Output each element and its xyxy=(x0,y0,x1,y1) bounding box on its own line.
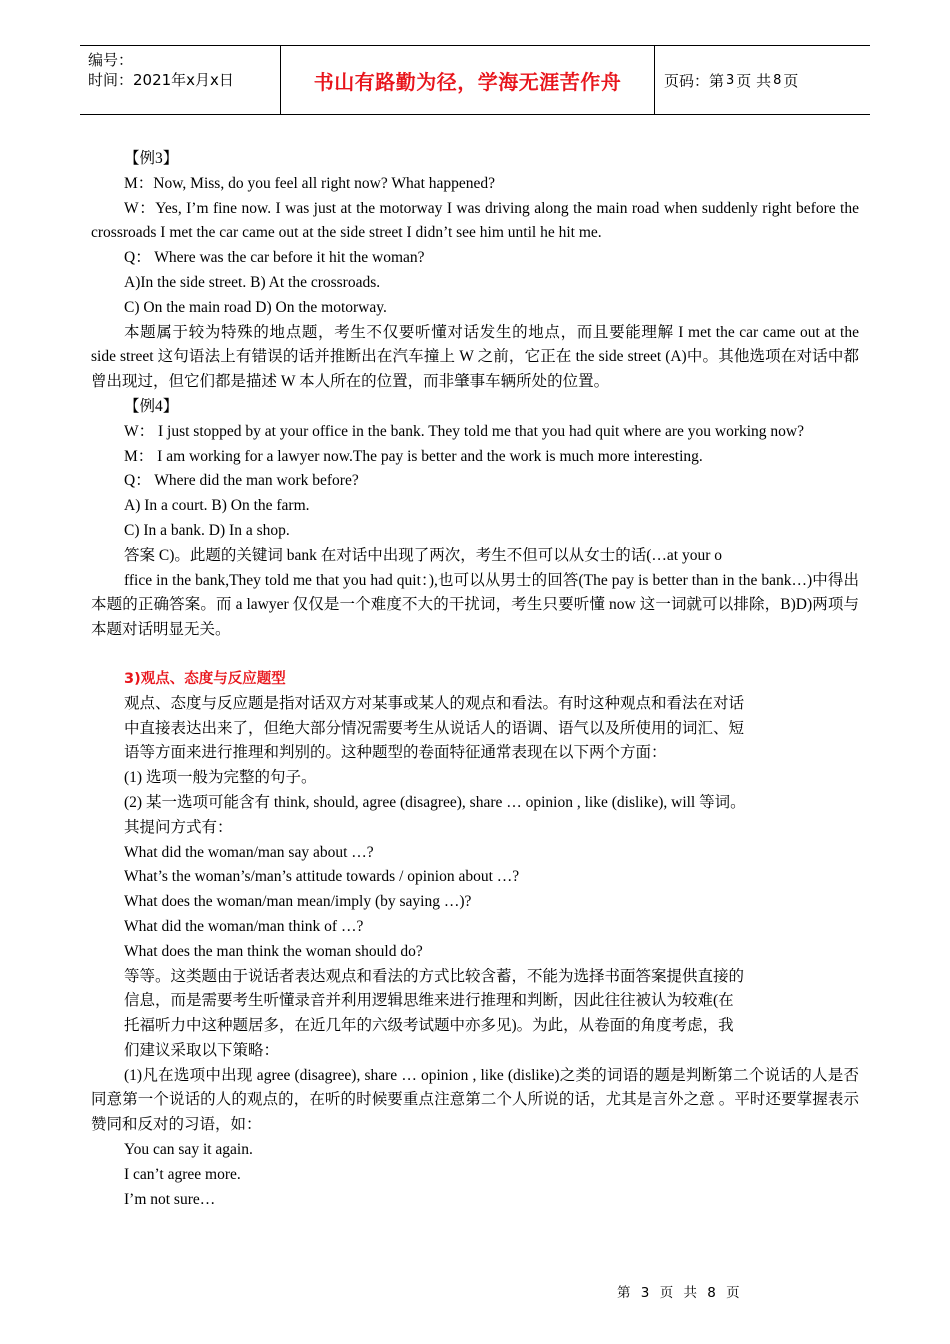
example-3-options-cd: C) On the main road D) On the motorway. xyxy=(124,298,387,316)
document-date: 时间：2021年x月x日 xyxy=(88,71,234,89)
section-3-line-7: 等等。这类题由于说话者表达观点和看法的方式比较含蓄，不能为选择书面答案提供直接的 xyxy=(124,967,745,985)
section-3-point-1: (1) 选项一般为完整的句子。 xyxy=(124,769,317,787)
idiom-1: You can say it again. xyxy=(124,1141,253,1159)
header-page-info xyxy=(655,46,870,114)
question-form-4: What did the woman/man think of …? xyxy=(124,917,364,935)
example-4-options-ab: A) In a court. B) On the farm. xyxy=(124,497,310,515)
page-header xyxy=(80,45,870,115)
section-3-line-3: 语等方面来进行推理和判别的。这种题型的卷面特征通常表现在以下两个方面： xyxy=(124,744,667,762)
header-motto: 书山有路勤为径，学海无涯苦作舟 xyxy=(281,46,655,114)
footer-word-gong: 共 xyxy=(683,1285,697,1301)
example-4-answer-line2: ffice in the bank,They told me that you had quit：),也可以从男士的回答(The pay is better than in the bank…)中得出本题的正确答案。而 a lawyer 仅仅是一个难度不大的干扰词，考生只要听懂 now 这一词就可以排除，B)D)两项与本题对话明显无关。 xyxy=(91,571,859,639)
page-prefix: 页码：第 xyxy=(664,71,725,90)
footer-word-ye: 页 xyxy=(659,1285,674,1301)
question-form-1: What did the woman/man say about …? xyxy=(124,843,374,861)
strategy-paragraph: (1)凡在选项中出现 agree (disagree), share … opinion , like (dislike)之类的词语的题是判断第二个说话的人是否同意第一个说话的人的观点的，在听的时候要重点注意第二个人所说的话，尤其是言外之意 。平时还要掌握表示赞同和反对的习语，如： xyxy=(91,1066,859,1134)
page-total: 8 xyxy=(773,72,782,88)
idiom-2: I can’t agree more. xyxy=(124,1165,241,1183)
example-4-options-cd: C) In a bank. D) In a shop. xyxy=(124,521,290,539)
section-3-line-10: 们建议采取以下策略： xyxy=(124,1041,280,1059)
example-4-question: Q： Where did the man work before? xyxy=(124,472,359,490)
example-4-answer-line1: 答案 C)。此题的关键词 bank 在对话中出现了两次，考生不但可以从女士的话(…at your o xyxy=(124,546,723,564)
section-3-line-9: 托福听力中这种题居多，在近几年的六级考试题中亦多见)。为此，从卷面的角度考虑，我 xyxy=(124,1017,734,1035)
section-3-line-2: 中直接表达出来了，但绝大部分情况需要考生从说话人的语调、语气以及所使用的词汇、短 xyxy=(124,719,745,737)
page-mid: 页 共 xyxy=(736,71,772,90)
footer-page-number: 3 xyxy=(640,1285,650,1301)
example-3-options-ab: A)In the side street. B) At the crossroads. xyxy=(124,273,381,291)
question-form-2: What’s the woman’s/man’s attitude towards / opinion about …? xyxy=(124,868,520,886)
page-suffix: 页 xyxy=(783,71,799,90)
footer-page-total: 8 xyxy=(707,1285,716,1301)
question-form-3: What does the woman/man mean/imply (by saying …)? xyxy=(124,893,472,911)
question-form-5: What does the man think the woman should do? xyxy=(124,942,423,960)
section-3-heading: 3)观点、态度与反应题型 xyxy=(124,670,286,687)
example-3-title: 【例3】 xyxy=(124,150,179,167)
footer-word-ye-end: 页 xyxy=(726,1285,740,1301)
page-footer xyxy=(617,1281,746,1301)
page-number: 3 xyxy=(726,72,735,88)
header-meta-cell xyxy=(80,46,281,114)
example-3-woman-line: W：Yes, I’m fine now. I was just at the motorway I was driving along the main road when suddenly right before the crossroads I met the car came out at the side street I didn’t see him until he hit me. xyxy=(91,199,859,242)
example-3-man-line: M：Now, Miss, do you feel all right now? What happened? xyxy=(124,174,496,192)
example-3-question: Q： Where was the car before it hit the woman? xyxy=(124,249,425,267)
section-3-question-intro: 其提问方式有： xyxy=(124,818,233,836)
example-4-woman-line: W： I just stopped by at your office in the bank. They told me that you had quit where are you working now? xyxy=(124,422,804,440)
section-3-line-8: 信息，而是需要考生听懂录音并利用逻辑思维来进行推理和判断，因此往往被认为较难(在 xyxy=(124,992,734,1010)
section-3-point-2: (2) 某一选项可能含有 think, should, agree (disagree), share … opinion , like (dislike), will 等词。 xyxy=(124,793,746,811)
footer-word-di: 第 xyxy=(617,1285,631,1301)
example-4-title: 【例4】 xyxy=(124,397,179,415)
document-body xyxy=(91,147,859,1212)
document-number-label: 编号： xyxy=(88,51,134,69)
example-3-explanation: 本题属于较为特殊的地点题，考生不仅要听懂对话发生的地点，而且要能理解 I met the car came out at the side street 这句语法上有错误的话并推断出在汽车撞上 W 之前，它正在 the side street (A)中。其他选项在对话中都曾出现过，但它们都是描述 W 本人所在的位置，而非肇事车辆所处的位置。 xyxy=(91,323,859,391)
example-4-man-line: M： I am working for a lawyer now.The pay is better and the work is much more interesting. xyxy=(124,447,703,465)
section-3-line-1: 观点、态度与反应题是指对话双方对某事或某人的观点和看法。有时这种观点和看法在对话 xyxy=(124,694,745,712)
idiom-3: I’m not sure… xyxy=(124,1190,216,1208)
